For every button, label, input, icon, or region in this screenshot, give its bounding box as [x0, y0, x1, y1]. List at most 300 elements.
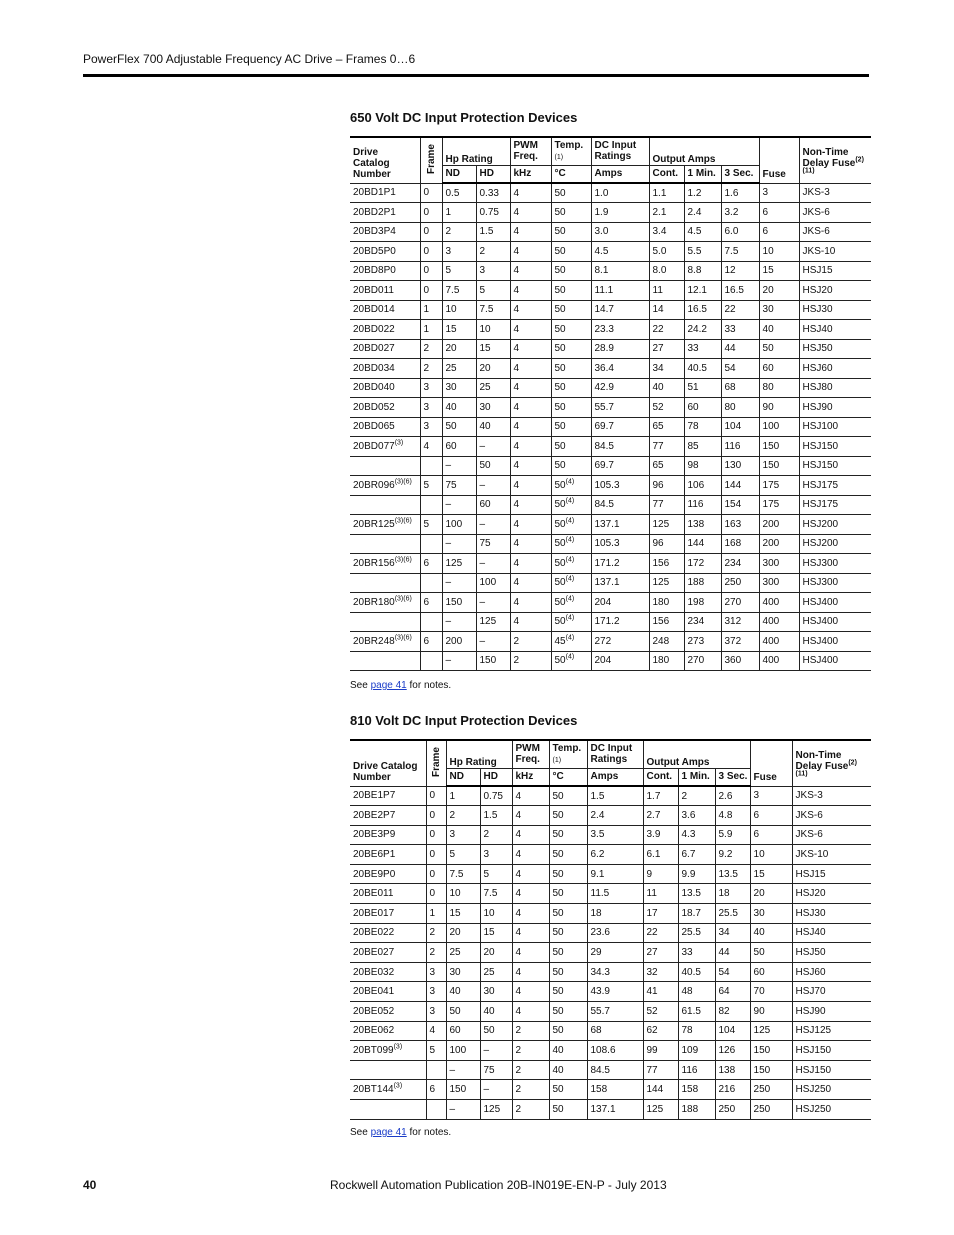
one-min-cell: 9.9 [678, 864, 715, 884]
fuse-cell: 15 [759, 261, 799, 281]
fuse-cell: 175 [759, 495, 799, 515]
three-sec-cell: 7.5 [721, 242, 759, 262]
fuse-cell: 175 [759, 476, 799, 496]
hd-cell: 15 [476, 339, 510, 359]
temp-value: 50 [554, 187, 566, 199]
three-sec-cell: 9.2 [715, 845, 750, 865]
dc-amps-cell: 137.1 [591, 515, 649, 535]
catalog-number-footnote: (3)(6) [394, 556, 412, 564]
catalog-number-value: 20BD022 [353, 323, 395, 335]
nd-cell: – [442, 534, 476, 554]
catalog-number-value: 20BR096 [353, 479, 395, 491]
degc-header: °C [551, 165, 591, 183]
temp-value: 50 [552, 809, 564, 821]
table-row [350, 573, 871, 593]
table-row [350, 456, 871, 476]
catalog-number-cell [350, 1080, 426, 1100]
temp-footnote: (4) [565, 614, 575, 622]
dc-amps-cell: 171.2 [591, 554, 649, 574]
three-sec-cell: 250 [715, 1100, 750, 1120]
table-row [350, 1041, 871, 1061]
hd-cell: 5 [476, 281, 510, 301]
protection-table-650v [350, 136, 871, 671]
page-number: 40 [83, 1178, 97, 1192]
frame-cell [420, 495, 442, 515]
hd-cell: 2 [480, 825, 512, 845]
temp-value: 50 [554, 440, 566, 452]
pwm-cell: 4 [510, 242, 551, 262]
nd-cell: 25 [442, 359, 476, 379]
hd-cell: 0.75 [476, 203, 510, 223]
cont-cell: 156 [649, 612, 684, 632]
pwm-cell: 4 [510, 593, 551, 613]
hd-cell: 75 [476, 534, 510, 554]
frame-cell: 5 [420, 476, 442, 496]
table-row [350, 864, 871, 884]
temp-footnote: (4) [565, 634, 575, 642]
temp-header [549, 740, 587, 768]
hd-cell: – [476, 515, 510, 535]
temp-cell [551, 632, 591, 652]
table-row [350, 1080, 871, 1100]
temp-value: 50 [554, 245, 566, 257]
ntd-fuse-cell: HSJ400 [799, 632, 871, 652]
cont-cell: 156 [649, 554, 684, 574]
frame-cell: 3 [426, 962, 446, 982]
one-min-cell: 85 [684, 437, 721, 457]
temp-value: 50 [552, 1005, 564, 1017]
fuse-cell: 10 [750, 845, 792, 865]
temp-cell [549, 962, 587, 982]
three-sec-cell: 33 [721, 320, 759, 340]
hp-rating-header: Hp Rating [442, 137, 510, 165]
pwm-cell: 4 [512, 923, 549, 943]
frame-cell: 6 [420, 593, 442, 613]
one-min-cell: 78 [684, 417, 721, 437]
dc-amps-cell: 14.7 [591, 300, 649, 320]
table-row [350, 1060, 871, 1080]
catalog-number-value: 20BR125 [353, 518, 395, 530]
cont-cell: 77 [643, 1060, 678, 1080]
temp-cell [551, 515, 591, 535]
nd-cell: 2 [446, 806, 480, 826]
catalog-number-footnote: (3) [394, 439, 404, 447]
table-row [350, 554, 871, 574]
ntd-fuse-cell: HSJ150 [799, 437, 871, 457]
dc-input-ratings-header: DC Input Ratings [591, 137, 649, 165]
dc-amps-cell: 204 [591, 593, 649, 613]
catalog-number-cell [350, 456, 420, 476]
frame-cell: 0 [420, 183, 442, 203]
hd-cell: 75 [480, 1060, 512, 1080]
catalog-number-value: 20BD1P1 [353, 187, 396, 199]
cont-cell: 65 [649, 417, 684, 437]
header-row [350, 740, 871, 768]
note-prefix: See [350, 1127, 371, 1138]
temp-value: 50 [552, 1084, 564, 1096]
pwm-cell: 4 [510, 222, 551, 242]
ntd-fuse-cell: HSJ100 [799, 417, 871, 437]
catalog-number-cell [350, 242, 420, 262]
fuse-cell: 30 [759, 300, 799, 320]
temp-header [551, 137, 591, 165]
ntd-fuse-cell: HSJ90 [799, 398, 871, 418]
three-sec-cell: 163 [721, 515, 759, 535]
table-row [350, 300, 871, 320]
dc-amps-cell: 204 [591, 651, 649, 671]
one-min-cell: 5.5 [684, 242, 721, 262]
cont-cell: 144 [643, 1080, 678, 1100]
temp-cell [549, 943, 587, 963]
three-sec-cell: 68 [721, 378, 759, 398]
three-sec-cell: 144 [721, 476, 759, 496]
fuse-cell: 150 [750, 1060, 792, 1080]
one-min-cell: 13.5 [678, 884, 715, 904]
temp-value: 50 [554, 304, 566, 316]
cont-cell: 248 [649, 632, 684, 652]
catalog-number-value: 20BD5P0 [353, 245, 396, 257]
temp-value: 40 [552, 1045, 564, 1057]
one-min-cell: 18.7 [678, 904, 715, 924]
pwm-cell: 4 [510, 378, 551, 398]
cont-header: Cont. [649, 165, 684, 183]
nd-cell: – [442, 495, 476, 515]
khz-header: kHz [512, 768, 549, 786]
one-min-cell: 144 [684, 534, 721, 554]
pwm-cell: 4 [510, 456, 551, 476]
one-min-cell: 234 [684, 612, 721, 632]
nd-cell: – [442, 456, 476, 476]
dc-amps-cell: 8.1 [591, 261, 649, 281]
dc-amps-cell: 137.1 [587, 1100, 643, 1120]
hd-cell: 100 [476, 573, 510, 593]
three-sec-cell: 6.0 [721, 222, 759, 242]
dc-amps-cell: 6.2 [587, 845, 643, 865]
catalog-number-value: 20BE011 [353, 888, 394, 900]
fuse-cell: 20 [759, 281, 799, 301]
temp-value: 50 [552, 868, 564, 880]
ntd-fuse-cell: HSJ400 [799, 651, 871, 671]
cont-cell: 3.4 [649, 222, 684, 242]
three-sec-cell: 80 [721, 398, 759, 418]
pwm-freq-header: PWM Freq. [510, 137, 551, 165]
dc-amps-cell: 4.5 [591, 242, 649, 262]
nd-cell: 30 [446, 962, 480, 982]
catalog-number-cell [350, 1041, 426, 1061]
catalog-number-value: 20BE052 [353, 1005, 395, 1017]
ntd-fuse-cell: HSJ400 [799, 612, 871, 632]
pwm-cell: 4 [510, 281, 551, 301]
table-row [350, 632, 871, 652]
one-min-cell: 61.5 [678, 1002, 715, 1022]
cont-cell: 125 [649, 573, 684, 593]
one-min-cell: 138 [684, 515, 721, 535]
three-sec-cell: 234 [721, 554, 759, 574]
three-sec-cell: 104 [715, 1021, 750, 1041]
cont-cell: 62 [643, 1021, 678, 1041]
fuse-cell: 60 [750, 962, 792, 982]
cont-cell: 180 [649, 651, 684, 671]
temp-value: 50 [552, 947, 564, 959]
khz-header: kHz [510, 165, 551, 183]
pwm-cell: 2 [512, 1080, 549, 1100]
hd-cell: 25 [476, 378, 510, 398]
nd-cell: 100 [446, 1041, 480, 1061]
three-sec-cell: 372 [721, 632, 759, 652]
catalog-number-cell [350, 806, 426, 826]
catalog-number-cell [350, 359, 420, 379]
nd-cell: 60 [446, 1021, 480, 1041]
cont-cell: 1.7 [643, 786, 678, 806]
temp-cell [551, 339, 591, 359]
ntd-fuse-cell: HSJ40 [792, 923, 871, 943]
temp-cell [549, 1080, 587, 1100]
pwm-cell: 4 [510, 320, 551, 340]
one-min-cell: 198 [684, 593, 721, 613]
temp-value: 45 [554, 635, 566, 647]
frame-cell: 6 [420, 632, 442, 652]
ntd-fuse-cell: HSJ250 [792, 1100, 871, 1120]
catalog-number-value: 20BE6P1 [353, 849, 396, 861]
hd-cell: 7.5 [476, 300, 510, 320]
ntd-fuse-cell: HSJ250 [792, 1080, 871, 1100]
nd-cell: 3 [442, 242, 476, 262]
nd-cell: 40 [446, 982, 480, 1002]
dc-amps-cell: 29 [587, 943, 643, 963]
fuse-cell: 200 [759, 515, 799, 535]
dc-amps-cell: 55.7 [591, 398, 649, 418]
three-sec-cell: 34 [715, 923, 750, 943]
nd-header: ND [442, 165, 476, 183]
fuse-cell: 150 [750, 1041, 792, 1061]
output-amps-header: Output Amps [643, 740, 750, 768]
pwm-cell: 4 [510, 554, 551, 574]
hd-cell: 3 [476, 261, 510, 281]
pwm-cell: 4 [510, 495, 551, 515]
temp-value: 50 [554, 343, 566, 355]
pwm-cell: 4 [510, 417, 551, 437]
ntd-fuse-cell: HSJ70 [792, 982, 871, 1002]
dc-amps-cell: 28.9 [591, 339, 649, 359]
table-row [350, 982, 871, 1002]
nd-cell: 50 [446, 1002, 480, 1022]
hd-cell: 5 [480, 864, 512, 884]
temp-value: 50 [552, 907, 564, 919]
frame-cell: 0 [426, 845, 446, 865]
table-row [350, 378, 871, 398]
three-sec-cell: 216 [715, 1080, 750, 1100]
dc-amps-cell: 36.4 [591, 359, 649, 379]
one-min-cell: 2.4 [684, 203, 721, 223]
one-min-cell: 40.5 [684, 359, 721, 379]
catalog-number-value: 20BD040 [353, 382, 395, 394]
table-row [350, 845, 871, 865]
cont-cell: 9 [643, 864, 678, 884]
dc-amps-cell: 105.3 [591, 476, 649, 496]
ntd-fuse-cell: HSJ80 [799, 378, 871, 398]
nd-cell: 40 [442, 398, 476, 418]
dc-amps-cell: 84.5 [591, 437, 649, 457]
hd-cell: 40 [480, 1002, 512, 1022]
one-min-cell: 188 [678, 1100, 715, 1120]
temp-value: 50 [554, 655, 566, 667]
nd-cell: 7.5 [442, 281, 476, 301]
nd-cell: 30 [442, 378, 476, 398]
ntd-fuse-cell: HSJ150 [799, 456, 871, 476]
three-sec-header: 3 Sec. [715, 768, 750, 786]
three-sec-cell: 82 [715, 1002, 750, 1022]
temp-value: 50 [554, 401, 566, 413]
catalog-number-cell [350, 222, 420, 242]
hd-cell: 1.5 [480, 806, 512, 826]
nd-cell: 150 [442, 593, 476, 613]
nd-cell: – [442, 612, 476, 632]
cont-cell: 11 [643, 884, 678, 904]
catalog-number-footnote: (3)(6) [394, 517, 412, 525]
pwm-cell: 4 [512, 962, 549, 982]
cont-header: Cont. [643, 768, 678, 786]
hd-header: HD [476, 165, 510, 183]
cont-cell: 99 [643, 1041, 678, 1061]
page-41-link[interactable]: page 41 [370, 680, 407, 691]
frame-cell: 0 [426, 825, 446, 845]
hd-cell: 50 [480, 1021, 512, 1041]
cont-cell: 8.0 [649, 261, 684, 281]
notes-reference-810v [350, 1127, 451, 1138]
temp-cell [551, 398, 591, 418]
ntd-header-label: Non-Time Delay Fuse [802, 146, 856, 169]
frame-header-label: Frame [425, 143, 437, 174]
cont-cell: 52 [649, 398, 684, 418]
temp-cell [551, 612, 591, 632]
three-sec-cell: 18 [715, 884, 750, 904]
temp-cell [551, 593, 591, 613]
pwm-cell: 4 [510, 359, 551, 379]
three-sec-cell: 154 [721, 495, 759, 515]
hd-cell: – [476, 476, 510, 496]
ntd-fuse-cell: HSJ30 [792, 904, 871, 924]
pwm-cell: 4 [510, 203, 551, 223]
fuse-cell: 70 [750, 982, 792, 1002]
dc-amps-cell: 42.9 [591, 378, 649, 398]
temp-value: 50 [554, 479, 566, 491]
temp-value: 50 [554, 206, 566, 218]
hd-cell: 10 [476, 320, 510, 340]
frame-cell: 2 [426, 943, 446, 963]
hd-cell: 50 [476, 456, 510, 476]
one-min-cell: 60 [684, 398, 721, 418]
hp-rating-header: Hp Rating [446, 740, 512, 768]
temp-value: 50 [552, 849, 564, 861]
fuse-cell: 200 [759, 534, 799, 554]
three-sec-cell: 2.6 [715, 786, 750, 806]
pwm-cell: 4 [510, 261, 551, 281]
frame-cell [420, 573, 442, 593]
frame-header-label: Frame [430, 746, 442, 777]
temp-cell [551, 554, 591, 574]
fuse-header: Fuse [750, 740, 792, 786]
frame-cell: 0 [420, 261, 442, 281]
hd-cell: 0.33 [476, 183, 510, 203]
hd-cell: – [480, 1041, 512, 1061]
three-sec-cell: 138 [715, 1060, 750, 1080]
ntd-fuse-cell: HSJ200 [799, 515, 871, 535]
catalog-number-value: 20BD014 [353, 304, 395, 316]
nd-cell: – [442, 573, 476, 593]
fuse-header: Fuse [759, 137, 799, 183]
nd-cell: – [446, 1060, 480, 1080]
hd-cell: 20 [480, 943, 512, 963]
temp-value: 50 [554, 284, 566, 296]
table-row [350, 825, 871, 845]
ntd-fuse-cell: HSJ175 [799, 476, 871, 496]
table-row [350, 437, 871, 457]
frame-cell: 0 [420, 222, 442, 242]
ntd-fuse-cell: HSJ15 [792, 864, 871, 884]
cont-cell: 77 [649, 437, 684, 457]
cont-cell: 96 [649, 534, 684, 554]
hd-header: HD [480, 768, 512, 786]
table-row [350, 786, 871, 806]
catalog-number-value: 20BD3P4 [353, 226, 396, 238]
note-suffix: for notes. [406, 680, 452, 691]
notes-reference-650v [350, 680, 451, 691]
fuse-cell: 150 [759, 437, 799, 457]
catalog-number-footnote: (3)(6) [394, 634, 412, 642]
temp-cell [551, 437, 591, 457]
table-row [350, 515, 871, 535]
fuse-cell: 400 [759, 632, 799, 652]
catalog-number-value: 20BE041 [353, 986, 395, 998]
frame-cell [420, 612, 442, 632]
cont-cell: 125 [643, 1100, 678, 1120]
fuse-cell: 400 [759, 612, 799, 632]
catalog-number-cell [350, 1021, 426, 1041]
dc-amps-cell: 55.7 [587, 1002, 643, 1022]
temp-value: 50 [552, 1103, 564, 1115]
ntd-fuse-cell: HSJ150 [792, 1041, 871, 1061]
catalog-number-footnote: (3) [393, 1082, 403, 1090]
amps-header: Amps [587, 768, 643, 786]
hd-cell: 15 [480, 923, 512, 943]
publication-info: Rockwell Automation Publication 20B-IN019E-EN-P - July 2013 [330, 1178, 667, 1192]
pwm-cell: 2 [510, 632, 551, 652]
pwm-cell: 4 [510, 300, 551, 320]
temp-cell [549, 1041, 587, 1061]
pwm-cell: 4 [510, 534, 551, 554]
cont-cell: 14 [649, 300, 684, 320]
catalog-number-cell [350, 864, 426, 884]
ntd-fuse-cell: HSJ20 [799, 281, 871, 301]
nd-cell: 125 [442, 554, 476, 574]
fuse-cell: 125 [750, 1021, 792, 1041]
temp-value: 50 [552, 1025, 564, 1037]
catalog-number-value: 20BE022 [353, 927, 395, 939]
page-41-link[interactable]: page 41 [370, 1127, 407, 1138]
fuse-cell: 400 [759, 651, 799, 671]
nd-cell: 25 [446, 943, 480, 963]
frame-cell: 4 [426, 1021, 446, 1041]
temp-cell [549, 1002, 587, 1022]
ntd-fuse-cell: HSJ20 [792, 884, 871, 904]
dc-amps-cell: 84.5 [591, 495, 649, 515]
frame-cell: 0 [426, 884, 446, 904]
one-min-cell: 48 [678, 982, 715, 1002]
ntd-footnote: (2) (11) [795, 759, 857, 778]
one-min-cell: 12.1 [684, 281, 721, 301]
one-min-cell: 1.2 [684, 183, 721, 203]
one-min-cell: 188 [684, 573, 721, 593]
